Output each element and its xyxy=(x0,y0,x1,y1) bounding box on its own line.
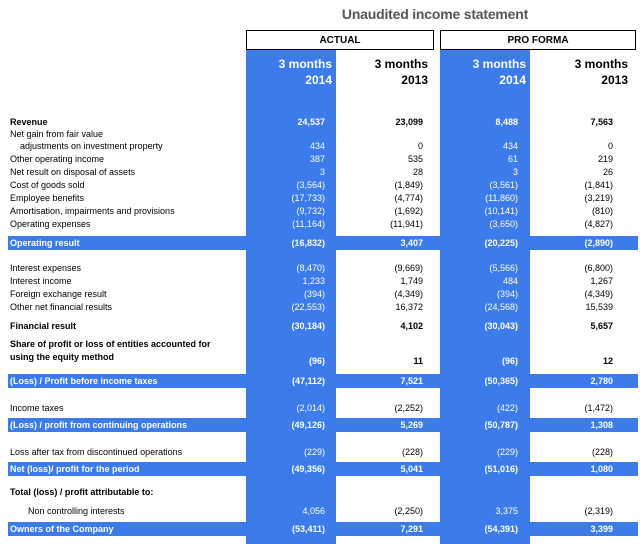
cell: (394) xyxy=(303,289,325,299)
row-label: (Loss) / profit from continuing operations xyxy=(10,420,187,430)
cell: (20,225) xyxy=(484,238,518,248)
cell: (4,349) xyxy=(584,289,613,299)
cell: 3,407 xyxy=(400,238,423,248)
row-label: Cost of goods sold xyxy=(10,180,85,190)
highlight-row xyxy=(8,463,638,475)
table-row xyxy=(8,179,638,191)
table-row xyxy=(8,275,638,287)
col-period: 3 months xyxy=(278,57,332,71)
cell: (24,568) xyxy=(484,302,518,312)
cell: 1,080 xyxy=(590,464,613,474)
cell: (50,787) xyxy=(484,420,518,430)
row-label: Financial result xyxy=(10,321,77,331)
col-year: 2014 xyxy=(305,73,332,87)
cell: 28 xyxy=(412,167,423,177)
cell: (11,941) xyxy=(390,219,423,229)
cell: (1,472) xyxy=(584,403,613,413)
cell: (810) xyxy=(591,206,613,216)
table-row xyxy=(8,153,638,165)
col-head-proforma-2013 xyxy=(540,56,628,88)
cell: 24,537 xyxy=(297,117,325,127)
cell: (4,349) xyxy=(394,289,423,299)
cell: (1,692) xyxy=(394,206,423,216)
table-row xyxy=(8,218,638,230)
table-row xyxy=(8,355,638,367)
table-row xyxy=(8,402,638,414)
cell: 535 xyxy=(407,154,423,164)
cell: (50,365) xyxy=(484,376,518,386)
cell: 26 xyxy=(602,167,613,177)
cell: (10,141) xyxy=(484,206,518,216)
cell: 2,780 xyxy=(590,376,613,386)
row-label: Net gain from fair value xyxy=(10,129,104,139)
highlight-row xyxy=(8,523,638,535)
table-row xyxy=(8,446,638,458)
cell: (49,126) xyxy=(291,420,325,430)
cell: (2,319) xyxy=(584,506,613,516)
col-head-proforma-2014 xyxy=(440,56,526,88)
table-row xyxy=(8,486,638,498)
row-label: Income taxes xyxy=(10,403,64,413)
row-label: Net (loss)/ profit for the period xyxy=(10,464,140,474)
cell: 1,308 xyxy=(590,420,613,430)
col-head-actual-2013 xyxy=(340,56,428,88)
cell: (3,650) xyxy=(489,219,518,229)
row-label: Other net financial results xyxy=(10,302,113,312)
owners-row xyxy=(8,522,638,536)
table-row xyxy=(8,205,638,217)
cell: (96) xyxy=(501,356,518,366)
cell: (6,800) xyxy=(584,263,613,273)
table-row xyxy=(8,338,638,350)
cell: (229) xyxy=(496,447,518,457)
row-label: Revenue xyxy=(10,117,48,127)
cell: (30,043) xyxy=(484,321,518,331)
cell: 484 xyxy=(502,276,518,286)
col-year: 2013 xyxy=(401,73,428,87)
table-row xyxy=(8,288,638,300)
col-year: 2013 xyxy=(601,73,628,87)
cell: 8,488 xyxy=(495,117,518,127)
cell: 434 xyxy=(502,141,518,151)
cell: (3,561) xyxy=(489,180,518,190)
cell: (8,470) xyxy=(296,263,325,273)
highlight-row xyxy=(8,419,638,431)
cell: (53,411) xyxy=(291,524,325,534)
cell: (22,553) xyxy=(291,302,325,312)
table-row xyxy=(8,166,638,178)
cell: 1,749 xyxy=(400,276,423,286)
cell: 7,521 xyxy=(400,376,423,386)
row-label: Share of profit or loss of entities accounted for xyxy=(10,339,211,349)
cell: 1,267 xyxy=(590,276,613,286)
cell: 0 xyxy=(607,141,613,151)
actual-header xyxy=(246,30,434,50)
cell: (3,564) xyxy=(296,180,325,190)
cell: (3,219) xyxy=(584,193,613,203)
cell: (11,860) xyxy=(485,193,518,203)
row-label: adjustments on investment property xyxy=(20,141,163,151)
cell: (228) xyxy=(591,447,613,457)
actual-label: ACTUAL xyxy=(319,34,361,46)
cell: 4,056 xyxy=(302,506,325,516)
cell: (47,112) xyxy=(291,376,325,386)
row-label: Foreign exchange result xyxy=(10,289,107,299)
cell: 16,372 xyxy=(395,302,423,312)
table-row xyxy=(8,301,638,313)
col-head-actual-2014 xyxy=(246,56,332,88)
col-period: 3 months xyxy=(574,57,628,71)
row-label: Amortisation, impairments and provisions xyxy=(10,206,175,216)
cell: (51,016) xyxy=(484,464,518,474)
cell: 5,269 xyxy=(400,420,423,430)
col-period: 3 months xyxy=(472,57,526,71)
cell: 61 xyxy=(507,154,518,164)
cell: (9,669) xyxy=(394,263,423,273)
cell: 0 xyxy=(417,141,423,151)
cell: 15,539 xyxy=(585,302,613,312)
cell: 1,233 xyxy=(302,276,325,286)
row-label: Loss after tax from discontinued operations xyxy=(10,447,183,457)
cell: (2,014) xyxy=(296,403,325,413)
row-label: Operating expenses xyxy=(10,219,91,229)
cell: (2,252) xyxy=(394,403,423,413)
row-label: Interest expenses xyxy=(10,263,82,273)
cell: 3 xyxy=(512,167,518,177)
row-label: using the equity method xyxy=(10,352,115,362)
col-period: 3 months xyxy=(374,57,428,71)
statement-title: Unaudited income statement xyxy=(341,6,529,22)
cell: 434 xyxy=(309,141,325,151)
operating-result-row xyxy=(8,236,638,250)
net-profit-row xyxy=(8,462,638,476)
continuing-ops-row xyxy=(8,418,638,432)
cell: (394) xyxy=(496,289,518,299)
table-row xyxy=(8,128,638,140)
table-row xyxy=(8,140,638,152)
cell: 3 xyxy=(319,167,325,177)
cell: (5,566) xyxy=(489,263,518,273)
cell: (2,890) xyxy=(584,238,613,248)
cell: 11 xyxy=(413,356,423,366)
cell: (30,184) xyxy=(291,321,325,331)
cell: 387 xyxy=(309,154,325,164)
table-row xyxy=(8,116,638,128)
row-label: Owners of the Company xyxy=(10,524,114,534)
row-label: Net result on disposal of assets xyxy=(10,167,136,177)
row-label: (Loss) / Profit before income taxes xyxy=(10,376,158,386)
cell: (96) xyxy=(308,356,325,366)
cell: 3,399 xyxy=(590,524,613,534)
row-label: Employee benefits xyxy=(10,193,85,203)
table-row xyxy=(8,320,638,332)
cell: 12 xyxy=(602,356,613,366)
cell: (11,164) xyxy=(292,219,325,229)
cell: (54,391) xyxy=(484,524,518,534)
cell: (1,849) xyxy=(394,180,423,190)
cell: (2,250) xyxy=(394,506,423,516)
cell: (228) xyxy=(401,447,423,457)
table-row xyxy=(8,262,638,274)
highlight-row xyxy=(8,375,638,387)
cell: (4,827) xyxy=(584,219,613,229)
row-label: Operating result xyxy=(10,238,80,248)
row-label: Non controlling interests xyxy=(28,506,125,516)
table-row xyxy=(8,505,638,517)
row-label: Total (loss) / profit attributable to: xyxy=(10,487,154,497)
cell: (229) xyxy=(303,447,325,457)
cell: 3,375 xyxy=(495,506,518,516)
cell: (16,832) xyxy=(291,238,325,248)
cell: (17,733) xyxy=(291,193,325,203)
row-label: Interest income xyxy=(10,276,72,286)
cell: (9,732) xyxy=(296,206,325,216)
highlight-row xyxy=(8,237,638,249)
profit-before-tax-row xyxy=(8,374,638,388)
cell: (1,841) xyxy=(584,180,613,190)
cell: 23,099 xyxy=(395,117,423,127)
cell: 4,102 xyxy=(400,321,423,331)
row-label: Other operating income xyxy=(10,154,105,164)
cell: (4,774) xyxy=(394,193,423,203)
cell: (49,356) xyxy=(291,464,325,474)
col-year: 2014 xyxy=(499,73,526,87)
cell: 5,657 xyxy=(590,321,613,331)
proforma-header xyxy=(440,30,636,50)
table-row xyxy=(8,192,638,204)
proforma-label: PRO FORMA xyxy=(507,34,569,46)
cell: 7,291 xyxy=(400,524,423,534)
cell: 219 xyxy=(597,154,613,164)
cell: (422) xyxy=(496,403,518,413)
cell: 5,041 xyxy=(400,464,423,474)
cell: 7,563 xyxy=(590,117,613,127)
